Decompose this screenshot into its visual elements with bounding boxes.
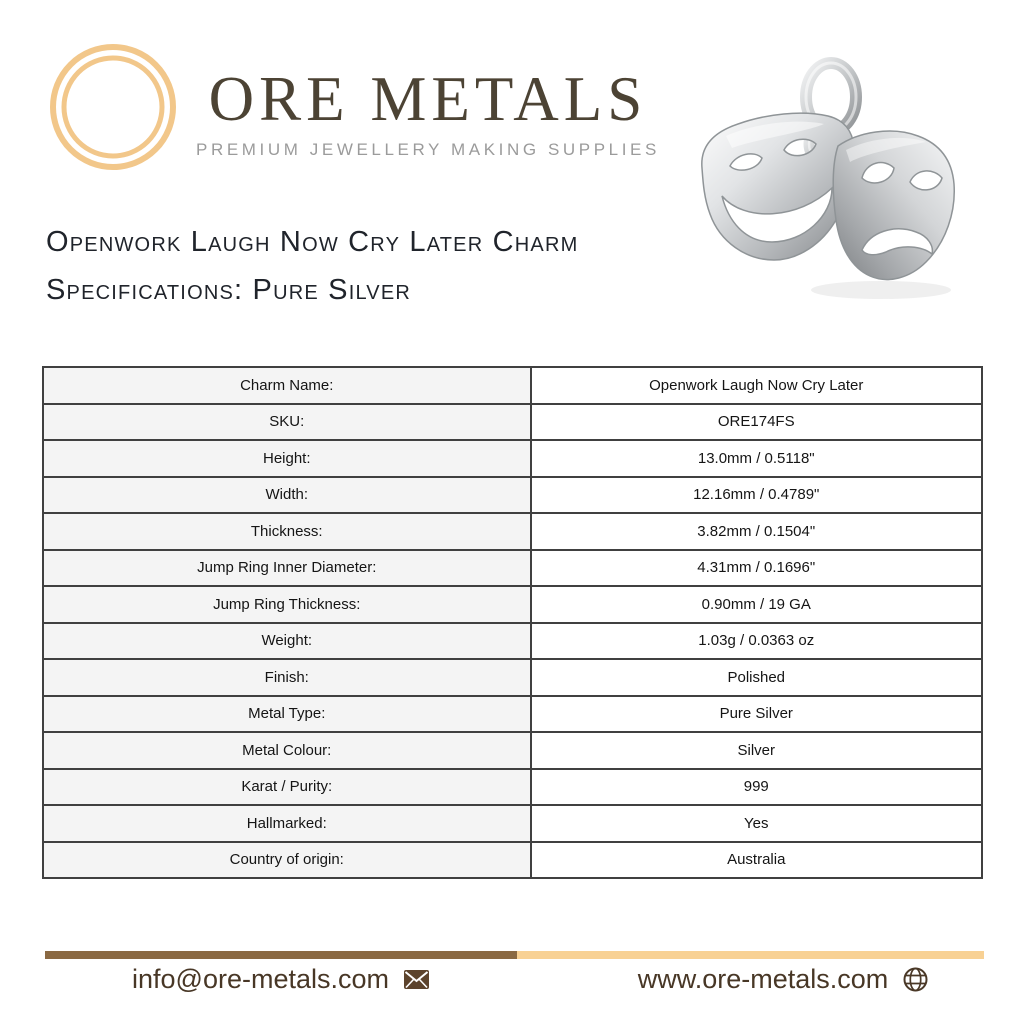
spec-label: Height:: [43, 440, 531, 477]
globe-icon: [902, 966, 929, 993]
table-row: [43, 623, 982, 660]
spec-label: Weight:: [43, 623, 531, 660]
spec-label: Karat / Purity:: [43, 769, 531, 806]
page-title-line2: Specifications: Pure Silver: [46, 274, 412, 306]
brand-name: ORE METALS: [208, 64, 648, 134]
spec-label: SKU:: [43, 404, 531, 441]
website-link[interactable]: www.ore-metals.com: [637, 964, 889, 994]
envelope-icon: [403, 966, 430, 993]
footer-bar-right: [517, 951, 984, 959]
product-image-charm: [686, 50, 976, 312]
spec-value: 1.03g / 0.0363 oz: [531, 623, 983, 660]
spec-label: Metal Colour:: [43, 732, 531, 769]
spec-label: Hallmarked:: [43, 805, 531, 842]
page-title: [46, 218, 578, 314]
spec-label: Jump Ring Thickness:: [43, 586, 531, 623]
table-row: [43, 842, 982, 879]
spec-value: Pure Silver: [531, 696, 983, 733]
table-row: [43, 732, 982, 769]
table-row: [43, 696, 982, 733]
spec-table: [42, 366, 983, 879]
spec-label: Charm Name:: [43, 367, 531, 404]
logo-text-block: [196, 40, 660, 160]
spec-value: Polished: [531, 659, 983, 696]
logo-ring-icon: [46, 40, 180, 174]
spec-label: Width:: [43, 477, 531, 514]
table-row: [43, 586, 982, 623]
spec-value: 3.82mm / 0.1504": [531, 513, 983, 550]
footer-divider-bar: [45, 951, 984, 959]
footer: [45, 964, 984, 995]
footer-website-block: [517, 964, 984, 995]
header-logo: [46, 40, 660, 174]
charm-shadow: [811, 281, 951, 299]
table-row: [43, 404, 982, 441]
spec-value: Silver: [531, 732, 983, 769]
table-row: [43, 659, 982, 696]
spec-label: Country of origin:: [43, 842, 531, 879]
spec-value: 0.90mm / 19 GA: [531, 586, 983, 623]
table-row: [43, 477, 982, 514]
spec-label: Thickness:: [43, 513, 531, 550]
spec-value: 4.31mm / 0.1696": [531, 550, 983, 587]
spec-value: Yes: [531, 805, 983, 842]
spec-value: 12.16mm / 0.4789": [531, 477, 983, 514]
footer-email-block: [45, 964, 517, 995]
spec-label: Jump Ring Inner Diameter:: [43, 550, 531, 587]
spec-label: Metal Type:: [43, 696, 531, 733]
spec-value: 13.0mm / 0.5118": [531, 440, 983, 477]
spec-label: Finish:: [43, 659, 531, 696]
spec-value: Openwork Laugh Now Cry Later: [531, 367, 983, 404]
table-row: [43, 805, 982, 842]
spec-value: Australia: [531, 842, 983, 879]
footer-bar-left: [45, 951, 517, 959]
table-row: [43, 440, 982, 477]
page-title-line1: Openwork Laugh Now Cry Later Charm: [46, 226, 579, 258]
table-row: [43, 550, 982, 587]
spec-value: 999: [531, 769, 983, 806]
spec-value: ORE174FS: [531, 404, 983, 441]
table-row: [43, 513, 982, 550]
brand-tagline: PREMIUM JEWELLERY MAKING SUPPLIES: [196, 140, 660, 159]
table-row: [43, 367, 982, 404]
email-link[interactable]: info@ore-metals.com: [132, 964, 389, 994]
table-row: [43, 769, 982, 806]
